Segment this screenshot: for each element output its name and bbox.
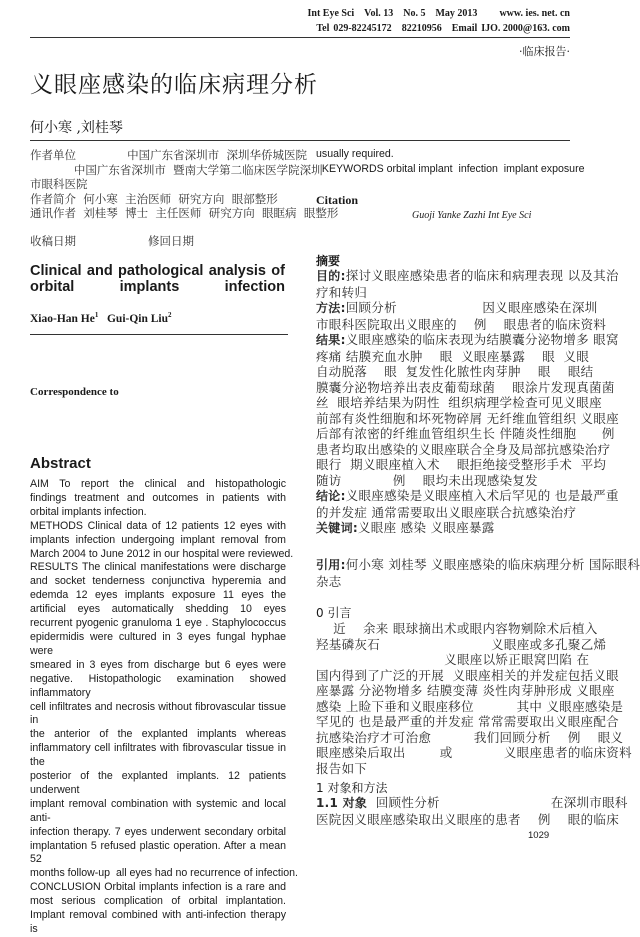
abstract-line: the anterior of the explanted implants whereas [30, 728, 286, 741]
abstract-cn-line [316, 268, 619, 285]
abstract-cn-line [316, 348, 590, 365]
author-info-line: 中国广东省深圳市 暨南大学第二临床医学院深圳 [30, 162, 323, 177]
header-rule [30, 37, 570, 38]
line-text: 回顾分析 因义眼座感染在深圳 [345, 300, 598, 315]
issue-date: May 2013 [435, 8, 478, 19]
author-info-line: 市眼科医院 [30, 177, 88, 191]
abstract-line: orbital implants infection. [30, 505, 147, 518]
abstract-line: CONCLUSION Orbital implants infection is a rare and [30, 881, 286, 894]
line-text: 患者均取出感染的义眼座联合全身及局部抗感染治疗 [316, 441, 611, 457]
author-info-line: 作者简介 何小寒 主治医师 研究方向 眼部整形 [30, 191, 278, 206]
methods-line: 回顾性分析 在深圳市眼科 [367, 795, 628, 810]
author-1: Xiao-Han He [30, 312, 95, 325]
line-text: 义眼座感染是义眼座植入术后罕见的 也是最严重 [345, 488, 619, 503]
line-text: 探讨义眼座感染患者的临床和病理表现 以及其治 [345, 268, 619, 283]
line-text: 疼痛 结膜充血水肿 眼 义眼座暴露 眼 义眼 [316, 348, 590, 364]
intro-line: 眼座感染后取出 或 义眼座患者的临床资料 [316, 745, 632, 760]
abstract-continuation [316, 148, 585, 177]
abstract-line: edemda 12 eyes implants exposure 11 eyes the [30, 589, 286, 602]
author-1-affil: 1 [94, 311, 99, 319]
abstract-cn-line [316, 285, 572, 301]
author-info-line: 作者单位 中国广东省深圳市 深圳华侨城医院 [30, 148, 307, 162]
abstract-cont-line: usually required. [316, 148, 394, 160]
abstract-line: smeared in 3 eyes from discharge but 6 eyes were [30, 658, 286, 671]
abstract-line: cell infiltrates and necrosis without fibrovascular tissue in [30, 700, 286, 727]
abstract-cn-line [316, 410, 619, 427]
email-label: Email [451, 23, 478, 34]
abstract-line: months follow-up all eyes had no recurrence of infection. [30, 867, 298, 880]
methods-body [316, 795, 628, 827]
abstract-body [30, 478, 298, 937]
volume: Vol. 13 [364, 8, 394, 19]
citation-heading: Citation [316, 193, 358, 207]
subjects-label: 1.1 对象 [316, 796, 368, 810]
abstract-cn-line [316, 557, 640, 574]
abstract-line: recurrent pyogenic granuloma 1 eye . Staphylococcus [30, 617, 286, 630]
intro-body [316, 621, 632, 776]
journal-header [297, 6, 570, 36]
issue: No. 5 [403, 8, 426, 19]
abstract-line: implant removal combination with systemic and local anti- [30, 797, 286, 824]
abstract-line: epidermidis were cultured in 3 eyes fungal hyphae were [30, 630, 286, 657]
abstract-cn-line [316, 504, 577, 521]
line-text: 的并发症 通常需要取出义眼座联合抗感染治疗 [316, 504, 577, 520]
tel-number-1: 029-82245172 [333, 23, 392, 34]
intro-line: 抗感染治疗才可治愈 我们回顾分析 例 眼义 [316, 729, 624, 745]
intro-line: 羟基磷灰石 义眼座或多孔聚乙烯 [316, 636, 607, 652]
intro-heading: 0 引言 [316, 606, 352, 620]
abstract-cn-line [316, 520, 572, 537]
abstract-cn-heading: 摘要 [316, 254, 341, 268]
abstract-cn-line [316, 395, 602, 411]
author-2-affil: 2 [168, 311, 172, 319]
intro-line: 近 余来 眼球摘出术或眼内容物剜除术后植入 [316, 621, 598, 636]
english-title [30, 263, 285, 295]
tel-label: Tel [316, 23, 330, 34]
intro-line: 感染 上睑下垂和义眼座移位 其中 义眼座感染是 [316, 698, 624, 714]
intro-line: 义眼座以矫正眼窝凹陷 在 [316, 652, 590, 667]
abstract-cn-line [316, 488, 619, 505]
keywords-en: KEYWORDS orbital implant infection implant exposure [316, 162, 585, 175]
abstract-line: AIM To report the clinical and histopathologic [30, 478, 286, 490]
line-text: 杂志 [316, 573, 342, 589]
abstract-line: most serious complication of orbital implantation. [30, 895, 286, 908]
line-text: 何小寒 刘桂琴 义眼座感染的临床病理分析 国际眼科 [345, 557, 640, 572]
abstract-cn-line [316, 332, 619, 349]
english-title-text: Clinical and pathological analysis of orbital implants infection [30, 263, 285, 295]
abstract-line: METHODS Clinical data of 12 patients 12 eyes with [30, 519, 286, 532]
abstract-heading: Abstract [30, 455, 91, 472]
abstract-cn-line [316, 316, 607, 333]
section-label: 结果: [316, 333, 346, 347]
line-text: 后部有浓密的纤维血管组织生长 伴随炎性细胞 例 [316, 426, 615, 441]
title-rule [30, 140, 570, 141]
abstract-cn-line [316, 300, 598, 317]
abstract-cn-line [316, 457, 607, 473]
line-text: 前部有炎性细胞和坏死物碎屑 无纤维血管组织 义眼座 [316, 410, 619, 426]
revised-date: 修回日期 [148, 234, 194, 248]
citation-journal: Guoji Yanke Zazhi Int Eye Sci [412, 210, 532, 221]
correspondence-label: Correspondence to [30, 386, 119, 398]
abstract-line: artificial eyes automatically shedding 10 eyes [30, 603, 286, 616]
abstract-line: infection therapy. 7 eyes underwent secondary orbital [30, 825, 286, 838]
section-label: ·临床报告· [519, 45, 570, 58]
journal-name: Int Eye Sci [307, 8, 355, 19]
abstract-line: March 2004 to June 2012 in our hospital were reviewed. [30, 547, 294, 560]
intro-line: 国内得到了广泛的开展 义眼座相关的并发症包括义眼 [316, 667, 619, 683]
line-text: 义眼座感染的临床表现为结膜囊分泌物增多 眼窝 [345, 332, 619, 347]
email-link[interactable]: IJO. 2000@163. com [481, 23, 570, 34]
abstract-line: negative. Histopathologic examination showed inflammatory [30, 672, 286, 699]
tel-number-2: 82210956 [401, 23, 442, 34]
abstract-cn-line [316, 473, 572, 489]
received-date: 收稿日期 [30, 234, 76, 248]
methods-line: 医院因义眼座感染取出义眼座的患者 例 眼的临床 [316, 811, 619, 827]
abstract-line: implants infection undergoing implant removal from [30, 533, 286, 546]
author-2: Gui-Qin Liu [106, 312, 169, 325]
abstract-line: and socket tenderness conjunctiva hyperemia and [30, 575, 286, 588]
abstract-line: inflammatory cell infiltrates with fibrovascular tissue in the [30, 742, 286, 769]
abstract-cn-body [316, 268, 619, 537]
line-text: 义眼座 感染 义眼座暴露 [358, 520, 495, 535]
website-link[interactable]: www. ies. net. cn [499, 8, 570, 19]
authors-cn: 何小寒 ,刘桂琴 [30, 120, 123, 136]
abstract-line: Implant removal combined with anti-infection therapy is [30, 909, 286, 935]
section-label: 目的: [316, 269, 346, 283]
section-label: 方法: [316, 301, 346, 315]
intro-line: 罕见的 也是最严重的并发症 常常需要取出义眼座配合 [316, 714, 619, 729]
english-authors [30, 311, 172, 325]
line-text: 市眼科医院取出义眼座的 例 眼患者的临床资料 [316, 316, 607, 332]
abstract-line: implantation 5 refused plastic operation. After a mean 52 [30, 839, 286, 866]
section-label: 关键词: [316, 521, 358, 535]
abstract-line: RESULTS The clinical manifestations were discharge [30, 561, 286, 574]
abstract-cn-line [316, 441, 611, 458]
abstract-cn-line [316, 364, 594, 380]
abstract-line: posterior of the explanted implants. 12 patients underwent [30, 770, 286, 796]
abstract-cn-line [316, 379, 615, 396]
line-text: 疗和转归 [316, 284, 368, 300]
page-number: 1029 [528, 830, 550, 841]
citation-cn [316, 557, 640, 589]
line-text: 随访 例 眼均未出现感染复发 [316, 472, 538, 488]
page-title: 义眼座感染的临床病理分析 [30, 72, 318, 98]
intro-line: 座暴露 分泌物增多 结膜变薄 炎性肉芽肿形成 义眼座 [316, 683, 615, 698]
methods-heading: 1 对象和方法 [316, 781, 388, 795]
intro-line: 报告如下 [316, 760, 368, 776]
line-text: 膜囊分泌物培养出表皮葡萄球菌 眼涂片发现真菌菌 [316, 379, 615, 395]
abstract-line: findings treatment and outcomes in patients with [30, 491, 286, 504]
section-label: 结论: [316, 489, 346, 503]
author-info-line: 通讯作者 刘桂琴 博士 主任医师 研究方向 眼眶病 眼整形 [30, 206, 339, 220]
line-text: 眼行 期义眼座植入术 眼拒绝接受整形手术 平均 [316, 457, 607, 472]
line-text: 自动脱落 眼 复发性化脓性肉芽肿 眼 眼结 [316, 364, 594, 379]
abstract-cn-line [316, 574, 572, 590]
authors-rule [30, 334, 288, 335]
abstract-cn-line [316, 426, 615, 442]
section-label: 引用: [316, 558, 346, 572]
line-text: 丝 眼培养结果为阴性 组织病理学检查可见义眼座 [316, 395, 602, 410]
